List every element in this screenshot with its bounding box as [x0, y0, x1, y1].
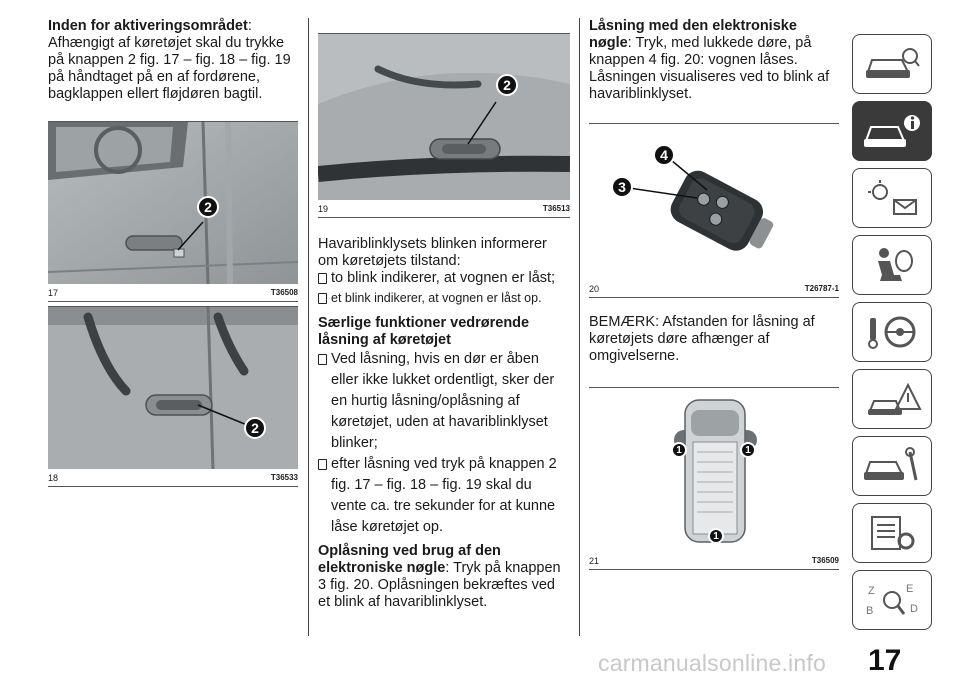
- figure-19-caption: [318, 200, 570, 218]
- car-info-icon: [862, 111, 922, 151]
- figure-20-caption: [589, 280, 839, 298]
- figure-21-callout-right: 1: [740, 442, 756, 458]
- col2-unlock-text: : Tryk på knappen 3 fig. 20. Oplåsningen bekræftes ved et blink af havariblinklyset.: [318, 560, 561, 610]
- figure-19-callout: 2: [496, 74, 518, 96]
- key-steering-icon: [862, 312, 922, 352]
- figure-19-code: T36513: [542, 204, 570, 213]
- figure-18-caption: [48, 469, 298, 487]
- bullet-door-open: [318, 349, 570, 454]
- figure-21-number: 21: [589, 556, 600, 566]
- figure-19-image: [318, 34, 570, 200]
- col1-text: Afhængigt af køretøjet skal du trykke på knappen 2 fig. 17 – fig. 18 – fig. 19 på håndtaget på en af fordørene, bagklappen ellert fløjdøren bagtil.: [48, 35, 291, 102]
- checkbox-bullet-icon: [318, 354, 327, 365]
- col3-note: BEMÆRK: Afstanden for låsning af køretøjets døre afhænger af omgivelserne.: [589, 314, 815, 364]
- tab-dashboard-lights[interactable]: [852, 168, 932, 228]
- checkbox-bullet-icon: [318, 273, 327, 284]
- tab-specs-list[interactable]: [852, 503, 932, 563]
- bullet-two-blinks: [318, 270, 570, 287]
- bullet-wait-text: efter låsning ved tryk på knappen 2 fig. 17 – fig. 18 – fig. 19 skal du vente ca. tre sekunder for at kunne låse køretøjet op.: [331, 456, 557, 535]
- figure-20-callout-lock: 4: [653, 144, 675, 166]
- figure-18-number: 18: [48, 473, 59, 483]
- column-3: [589, 18, 839, 570]
- col2-unlock-paragraph: [318, 543, 570, 611]
- tab-index-search[interactable]: [852, 570, 932, 630]
- col3-heading: Låsning med den elektroniske nøgle: [589, 18, 797, 51]
- tab-key-steering[interactable]: [852, 302, 932, 362]
- bullet-wait: [318, 454, 570, 538]
- figure-21-callout-rear: 1: [708, 528, 724, 544]
- specs-list-icon: [862, 513, 922, 553]
- svg-text:B: B: [866, 605, 874, 617]
- figure-21: [589, 387, 839, 570]
- col3-paragraph: [589, 18, 839, 103]
- figure-21-code: T36509: [811, 556, 839, 565]
- figure-20-code: T26787-1: [804, 284, 839, 293]
- figure-17-caption: [48, 284, 298, 302]
- col1-heading-tail: :: [247, 18, 252, 34]
- svg-text:E: E: [906, 583, 914, 595]
- figure-20-number: 20: [589, 284, 600, 294]
- figure-20-callout-unlock: 3: [611, 176, 633, 198]
- figure-20-image: [589, 124, 839, 280]
- column-divider-2: [579, 18, 580, 636]
- bullet-one-blink-text: et blink indikerer, at vognen er låst op.: [331, 291, 542, 305]
- checkbox-bullet-icon: [318, 459, 327, 470]
- col1-paragraph: [48, 18, 298, 103]
- svg-text:D: D: [910, 603, 918, 615]
- column-2: [318, 18, 570, 611]
- column-1: [48, 18, 298, 487]
- figure-21-callout-left: 1: [671, 442, 687, 458]
- figure-18: [48, 306, 298, 487]
- checkbox-bullet-icon: [318, 293, 327, 304]
- figure-17: [48, 121, 298, 302]
- watermark: carmanualsonline.info: [598, 650, 826, 676]
- figure-18-image: [48, 307, 298, 469]
- dashboard-lights-icon: [862, 178, 922, 218]
- figure-19-number: 19: [318, 204, 329, 214]
- bullet-door-open-text: Ved låsning, hvis en dør er åben eller ikke lukket ordentligt, sker der en hurtig låsning/oplåsning af køretøjet, uden at havariblinklyset blinker;: [331, 351, 555, 451]
- figure-17-code: T36508: [270, 288, 298, 297]
- svg-text:Z: Z: [868, 585, 875, 597]
- figure-17-callout: 2: [197, 196, 219, 218]
- bullet-one-blink: [318, 290, 570, 307]
- figure-19: [318, 33, 570, 218]
- figure-21-caption: [589, 552, 839, 570]
- figure-21-image: [589, 388, 839, 552]
- figure-17-image: [48, 122, 298, 284]
- car-search-icon: [862, 44, 922, 84]
- column-divider-1: [308, 18, 309, 636]
- tab-car-search[interactable]: [852, 34, 932, 94]
- car-service-icon: [862, 446, 922, 486]
- col1-heading: Inden for aktiveringsområdet: [48, 18, 248, 34]
- col2-heading-special: Særlige funktioner vedrørende låsning af køretøjet: [318, 315, 530, 348]
- figure-17-number: 17: [48, 288, 59, 298]
- tab-car-info[interactable]: [852, 101, 932, 161]
- col3-text: : Tryk, med lukkede døre, på knappen 4 fig. 20: vognen låses. Låsningen visualiseres ved to blink af havariblinklyset.: [589, 35, 830, 102]
- col2-heading-unlock: Oplåsning ved brug af den elektroniske nøgle: [318, 543, 501, 576]
- page-number: 17: [868, 644, 902, 677]
- col2-intro: Havariblinklysets blinken informerer om køretøjets tilstand:: [318, 236, 547, 269]
- figure-20: [589, 123, 839, 298]
- figure-18-callout: 2: [244, 417, 266, 439]
- index-search-icon: [862, 580, 922, 620]
- chapter-tabs: [852, 34, 932, 637]
- tab-airbag-seat[interactable]: [852, 235, 932, 295]
- warning-triangle-car-icon: [862, 379, 922, 419]
- tab-car-service[interactable]: [852, 436, 932, 496]
- figure-18-code: T36533: [270, 473, 298, 482]
- tab-warning-triangle[interactable]: [852, 369, 932, 429]
- airbag-seat-icon: [862, 245, 922, 285]
- bullet-two-blinks-text: to blink indikerer, at vognen er låst;: [331, 270, 556, 286]
